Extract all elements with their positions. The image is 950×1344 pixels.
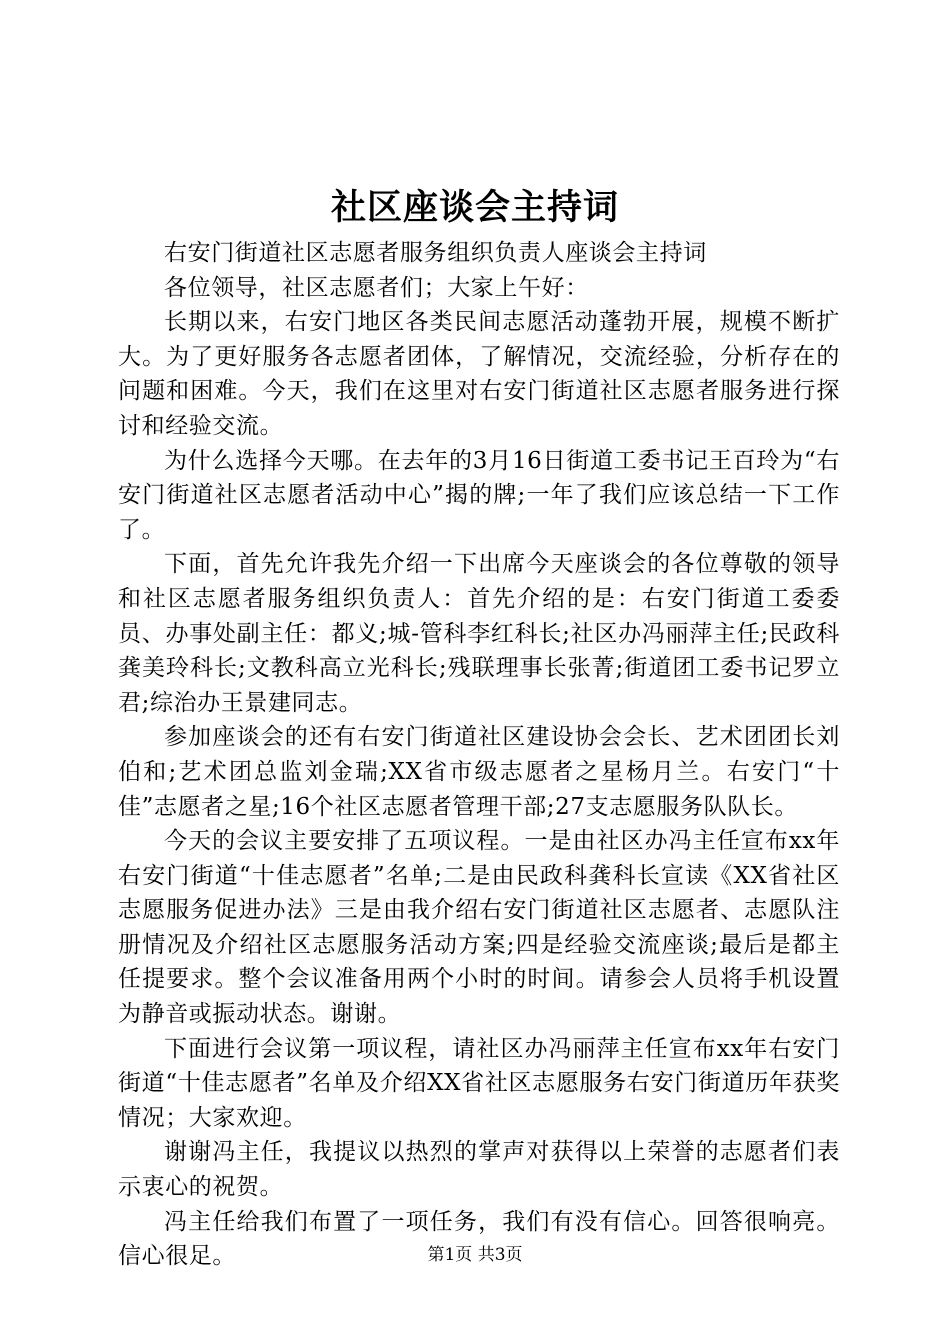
paragraph: 参加座谈会的还有右安门街道社区建设协会会长、艺术团团长刘伯和;艺术团总监刘金瑞;XX省市级志愿者之星杨月兰。右安门“十佳”志愿者之星;16个社区志愿者管理干部;27支志愿服务队队长。 bbox=[118, 724, 840, 820]
page-number-footer: 第1页 共3页 bbox=[427, 1245, 523, 1265]
paragraph-greeting: 各位领导，社区志愿者们；大家上午好： bbox=[164, 274, 589, 301]
document-title: 社区座谈会主持词 bbox=[330, 187, 619, 228]
paragraph-heading: 右安门街道社区志愿者服务组织负责人座谈会主持词 bbox=[164, 240, 707, 266]
paragraph: 下面进行会议第一项议程，请社区办冯丽萍主任宣布xx年右安门街道“十佳志愿者”名单及介绍XX省社区志愿服务右安门街道历年获奖情况；大家欢迎。 bbox=[118, 1035, 840, 1131]
paragraph: 为什么选择今天哪。在去年的3月16日街道工委书记王百玲为“右安门街道社区志愿者活动中心”揭的牌;一年了我们应该总结一下工作了。 bbox=[118, 447, 840, 543]
paragraph: 谢谢冯主任，我提议以热烈的掌声对获得以上荣誉的志愿者们表示衷心的祝贺。 bbox=[118, 1139, 840, 1201]
paragraph: 长期以来，右安门地区各类民间志愿活动蓬勃开展，规模不断扩大。为了更好服务各志愿者团体，了解情况，交流经验，分析存在的问题和困难。今天，我们在这里对右安门街道社区志愿者服务进行探讨和经验交流。 bbox=[118, 309, 840, 439]
paragraph: 下面，首先允许我先介绍一下出席今天座谈会的各位尊敬的领导和社区志愿者服务组织负责人：首先介绍的是：右安门街道工委委员、办事处副主任：都义;城-管科李红科长;社区办冯丽萍主任;民政科龚美玲科长;文教科高立光科长;残联理事长张菁;街道团工委书记罗立君;综治办王景建同志。 bbox=[118, 551, 840, 716]
paragraph: 今天的会议主要安排了五项议程。一是由社区办冯主任宣布xx年右安门街道“十佳志愿者”名单;二是由民政科龚科长宣读《XX省社区志愿服务促进办法》三是由我介绍右安门街道社区志愿者、志愿队注册情况及介绍社区志愿服务活动方案;四是经验交流座谈;最后是都主任提要求。整个会议准备用两个小时的时间。请参会人员将手机设置为静音或振动状态。谢谢。 bbox=[118, 828, 840, 1028]
paragraph: 冯主任给我们布置了一项任务，我们有没有信心。回答很响亮。信心很足。 bbox=[118, 1208, 840, 1270]
document-body bbox=[118, 236, 840, 1274]
